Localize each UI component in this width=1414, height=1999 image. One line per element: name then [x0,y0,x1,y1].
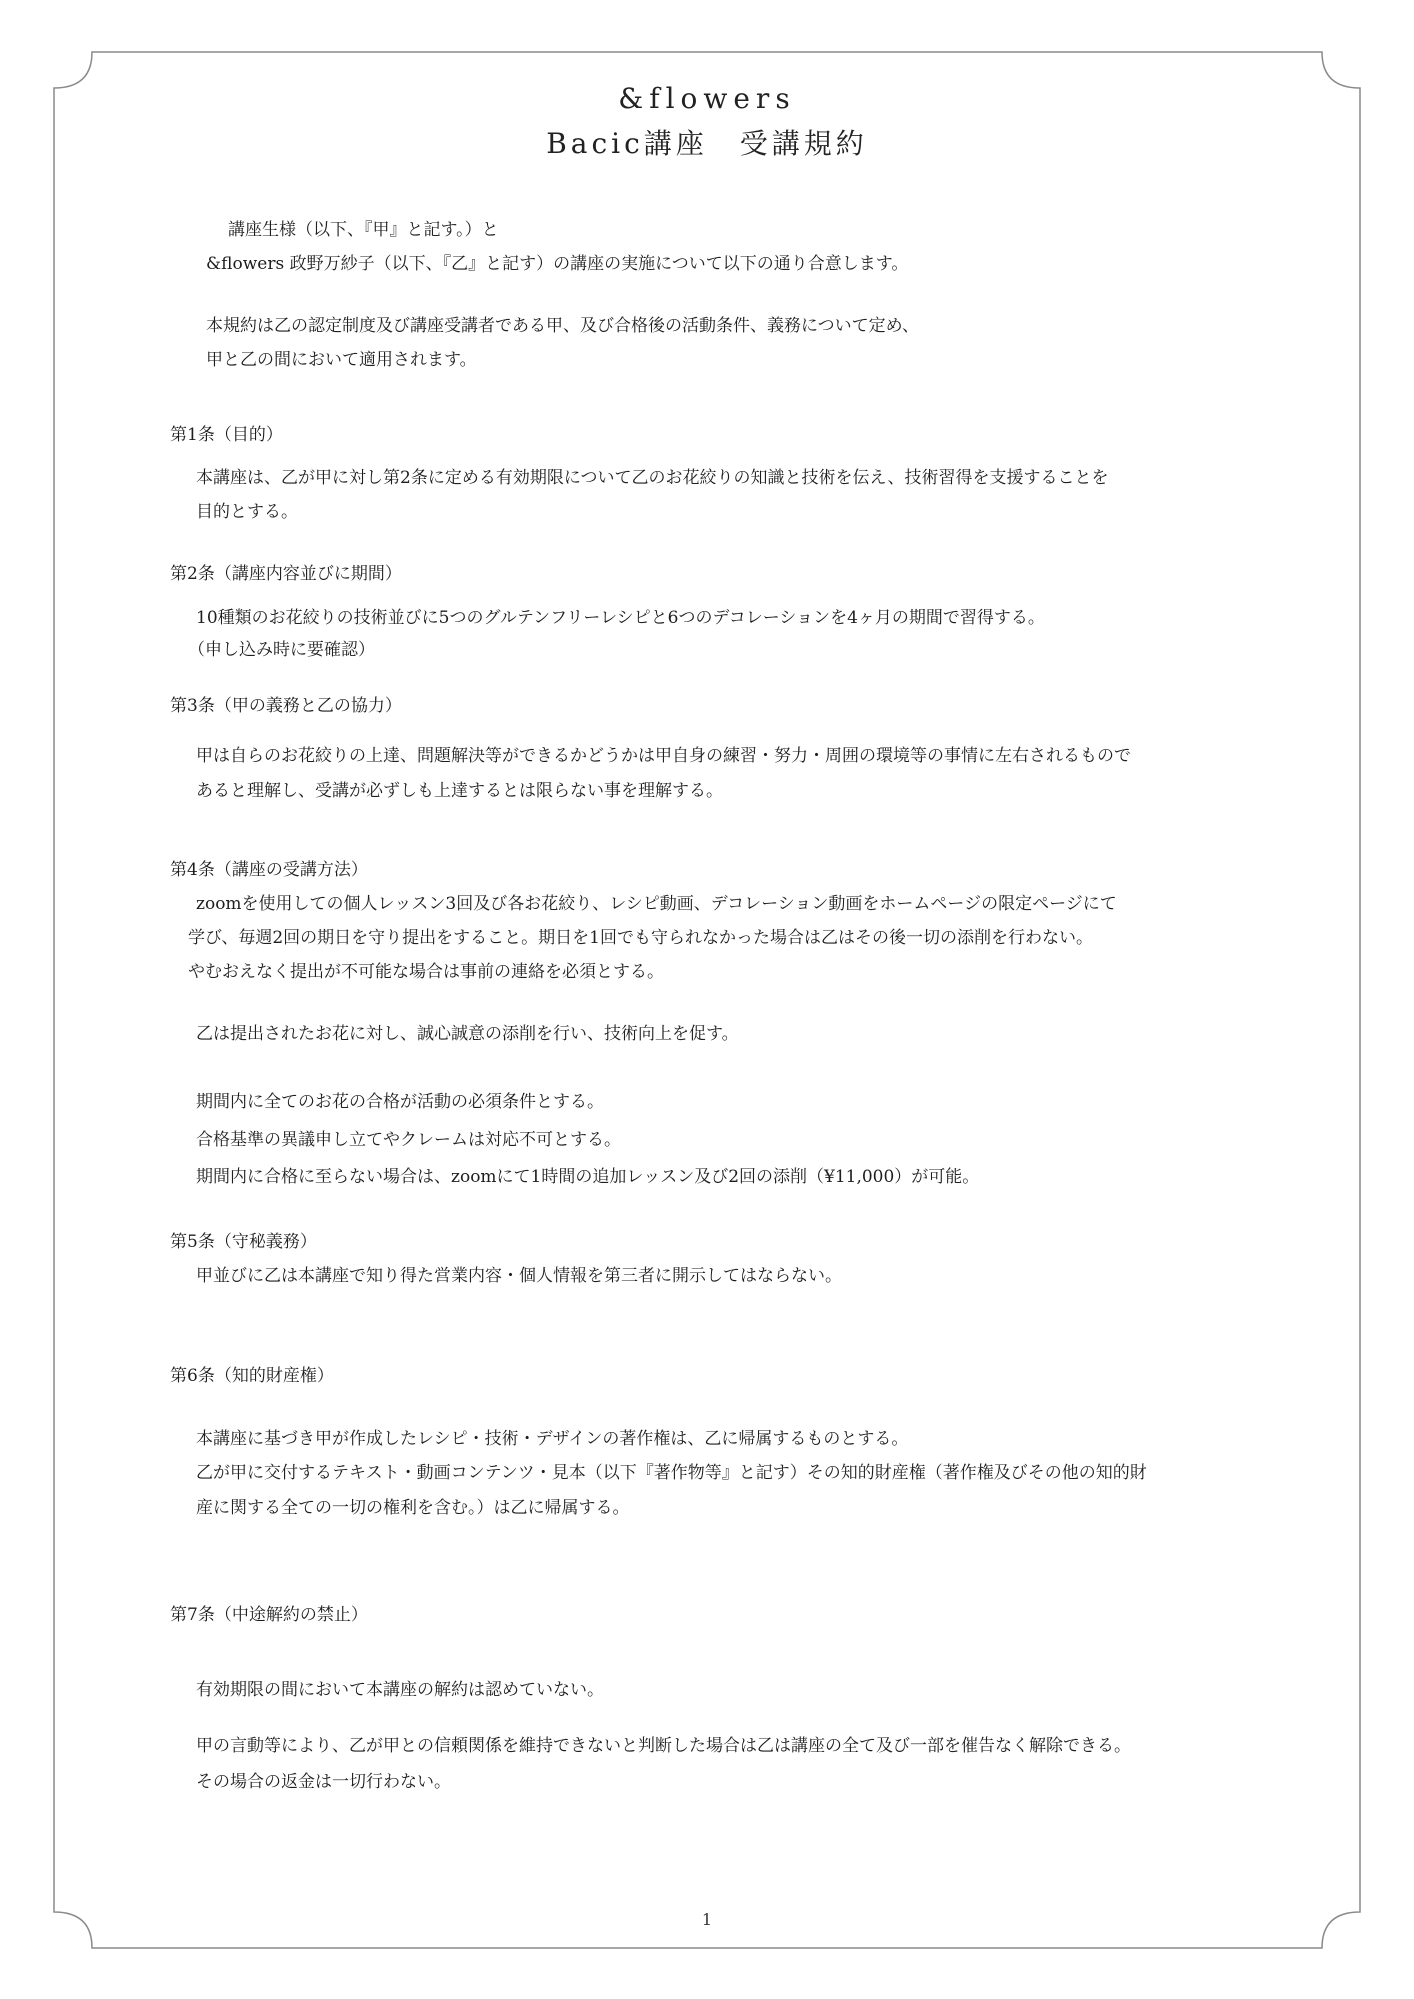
article-6-line-2: 乙が甲に交付するテキスト・動画コンテンツ・見本（以下『著作物等』と記す）その知的財産権（著作権及びその他の知的財 [196,1463,1147,1483]
article-5-heading: 第5条（守秘義務） [170,1232,317,1252]
intro-line-1: 講座生様（以下、『甲』と記す。）と [228,220,499,240]
article-3-line-2: あると理解し、受講が必ずしも上達するとは限らない事を理解する。 [196,781,723,801]
article-1-line-2: 目的とする。 [196,502,298,522]
intro-line-4: 甲と乙の間において適用されます。 [206,350,477,370]
article-7-heading: 第7条（中途解約の禁止） [170,1605,368,1625]
article-7-line-1: 有効期限の間において本講座の解約は認めていない。 [196,1680,604,1700]
article-2-line-2: （申し込み時に要確認） [188,640,375,660]
article-6-line-1: 本講座に基づき甲が作成したレシピ・技術・デザインの著作権は、乙に帰属するものとする。 [196,1429,909,1449]
article-3-heading: 第3条（甲の義務と乙の協力） [170,696,402,716]
article-4-line-7: 期間内に合格に至らない場合は、zoomにて1時間の追加レッスン及び2回の添削（¥11,000）が可能。 [196,1167,980,1187]
intro-line-3: 本規約は乙の認定制度及び講座受講者である甲、及び合格後の活動条件、義務について定め、 [206,316,919,336]
article-4-line-5: 期間内に全てのお花の合格が活動の必須条件とする。 [196,1092,604,1112]
article-5-line-1: 甲並びに乙は本講座で知り得た営業内容・個人情報を第三者に開示してはならない。 [196,1266,842,1286]
article-3-line-1: 甲は自らのお花絞りの上達、問題解決等ができるかどうかは甲自身の練習・努力・周囲の環境等の事情に左右されるもので [196,746,1131,766]
article-7-line-3: その場合の返金は一切行わない。 [196,1772,451,1792]
article-1-heading: 第1条（目的） [170,425,283,445]
intro-line-2: &flowers 政野万紗子（以下、『乙』と記す）の講座の実施について以下の通り合意します。 [206,254,909,274]
page-number: 1 [701,1910,713,1929]
article-2-heading: 第2条（講座内容並びに期間） [170,564,402,584]
article-2-line-1: 10種類のお花絞りの技術並びに5つのグルテンフリーレシピと6つのデコレーションを4ヶ月の期間で習得する。 [196,608,1045,628]
document-title: Bacic講座 受講規約 [546,127,868,160]
article-4-line-4: 乙は提出されたお花に対し、誠心誠意の添削を行い、技術向上を促す。 [196,1024,739,1044]
article-4-line-3: やむおえなく提出が不可能な場合は事前の連絡を必須とする。 [188,962,664,982]
article-4-line-2: 学び、毎週2回の期日を守り提出をすること。期日を1回でも守られなかった場合は乙はその後一切の添削を行わない。 [188,928,1093,948]
article-1-line-1: 本講座は、乙が甲に対し第2条に定める有効期限について乙のお花絞りの知識と技術を伝え、技術習得を支援することを [196,468,1109,488]
article-7-line-2: 甲の言動等により、乙が甲との信頼関係を維持できないと判断した場合は乙は講座の全て及び一部を催告なく解除できる。 [196,1736,1131,1756]
article-4-line-6: 合格基準の異議申し立てやクレームは対応不可とする。 [196,1130,621,1150]
article-6-line-3: 産に関する全ての一切の権利を含む。）は乙に帰属する。 [196,1498,630,1518]
brand-title: &flowers [618,82,796,115]
article-4-heading: 第4条（講座の受講方法） [170,860,368,880]
article-6-heading: 第6条（知的財産権） [170,1366,334,1386]
article-4-line-1: zoomを使用しての個人レッスン3回及び各お花絞り、レシピ動画、デコレーション動画をホームページの限定ページにて [196,894,1117,914]
